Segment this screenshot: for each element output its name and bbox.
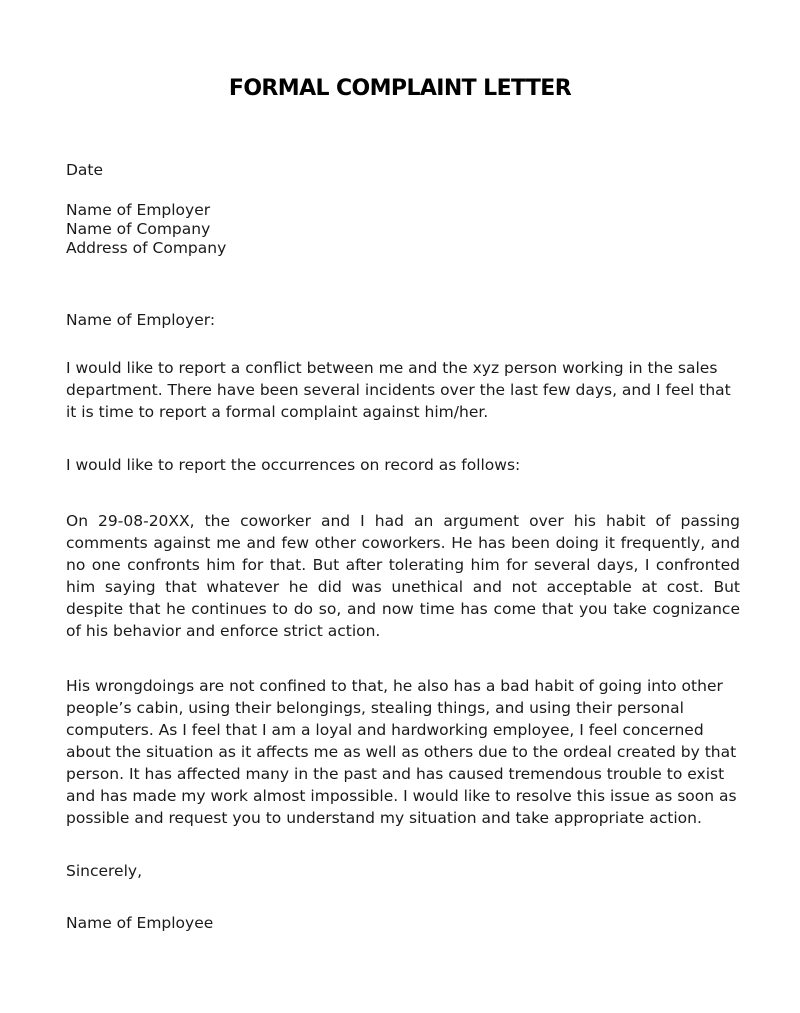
recipient-company-name: Name of Company (66, 220, 211, 238)
body-paragraph-incident: On 29-08-20XX, the coworker and I had an argument over his habit of passing comments against me and few other coworkers. He has been doing it frequently, and no one confronts him for that. But after tolerating him for several days, I confronted him saying that whatever he did was unethical and not acceptable at cost. But despite that he continues to do so, and now time has come that you take cognizance of his behavior and enforce strict action. (66, 512, 740, 640)
letter-signature: Name of Employee (66, 914, 214, 932)
recipient-employer-name: Name of Employer (66, 201, 211, 219)
body-paragraph-wrongdoings: His wrongdoings are not confined to that, he also has a bad habit of going into other people’s cabin, using their belongings, stealing things, and using their personal computers. As I feel that I am a loyal and hardworking employee, I feel concerned about the situation as it affects me as well as others due to the ordeal created by that person. It has affected many in the past and has caused tremendous trouble to exist and has made my work almost impossible. I would like to resolve this issue as soon as possible and request you to understand my situation and take appropriate action. (66, 677, 737, 827)
recipient-company-address: Address of Company (66, 239, 227, 257)
body-paragraph-intro: I would like to report a conflict between me and the xyz person working in the sales department. There have been several incidents over the last few days, and I feel that it is time to report a formal complaint against him/her. (66, 359, 731, 421)
letter-date: Date (66, 161, 104, 179)
letter-salutation: Name of Employer: (66, 311, 216, 329)
letter-title: FORMAL COMPLAINT LETTER (228, 76, 572, 101)
body-paragraph-occurrences-intro: I would like to report the occurrences on record as follows: (66, 456, 521, 474)
letter-closing: Sincerely, (66, 862, 143, 880)
